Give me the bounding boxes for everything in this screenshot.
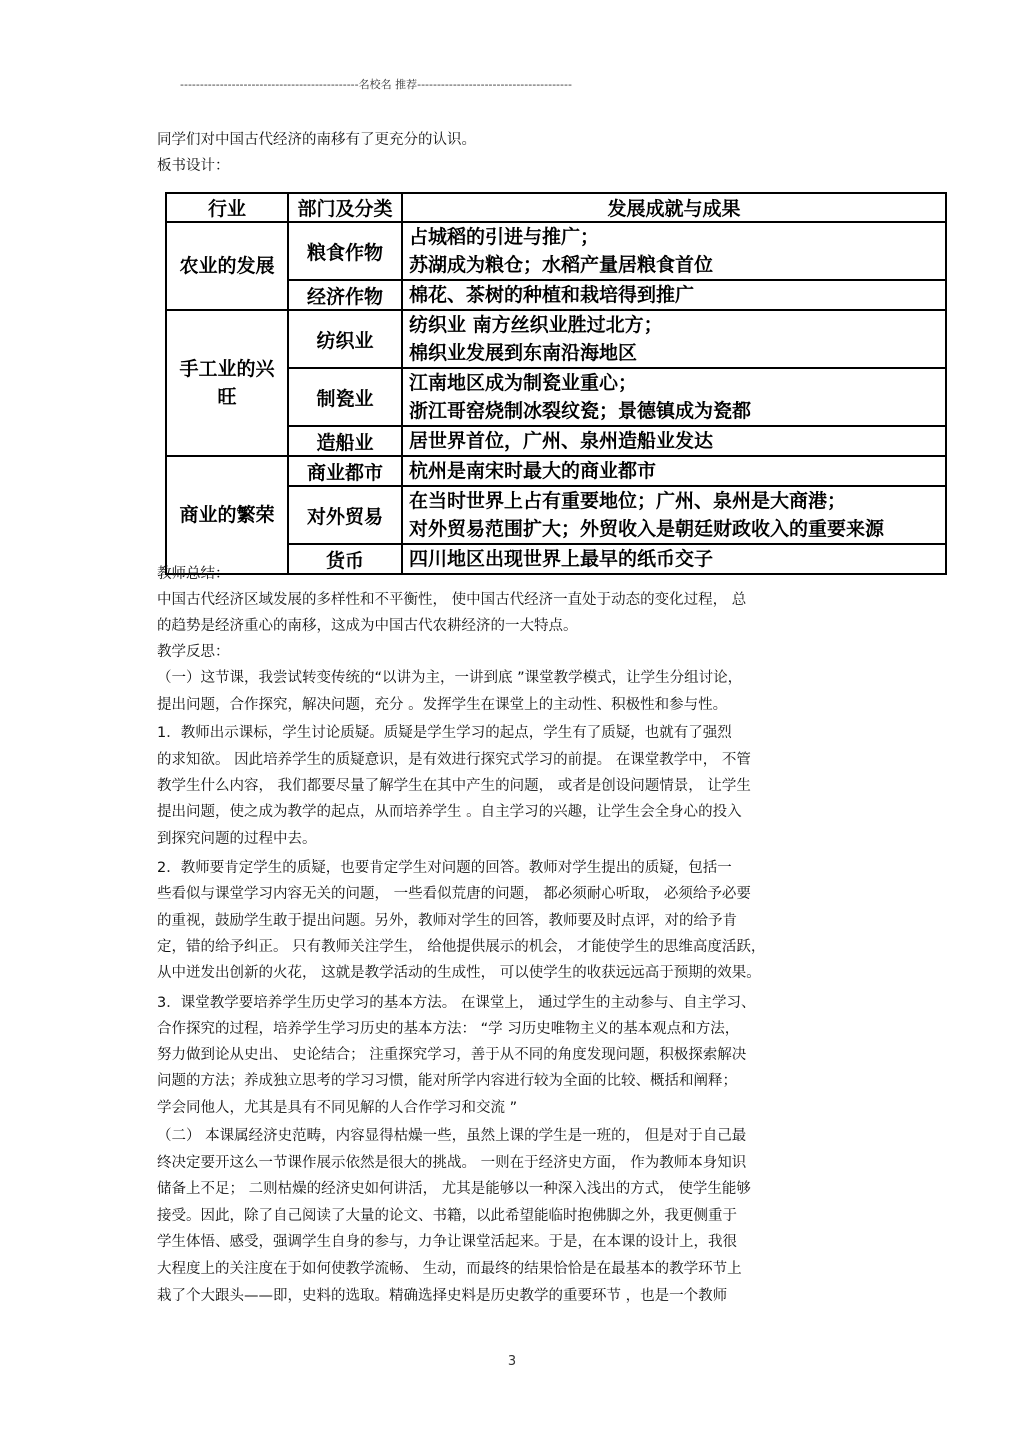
body-line: （二） 本课属经济史范畴，内容显得枯燥一些，虽然上课的学生是一班的， 但是对于自己最 [157, 1128, 747, 1144]
body-line: 教学生什么内容， 我们都要尽量了解学生在其中产生的问题， 或者是创设问题情景， 让学生 [157, 778, 751, 794]
achievement-porcelain: 江南地区成为制瓷业重心； 浙江哥窑烧制冰裂纹瓷；景德镇成为瓷都 [402, 368, 946, 426]
body-line: 大程度上的关注度在于如何使教学流畅、 生动，而最终的结果恰恰是在最基本的教学环节上 [157, 1261, 742, 1277]
category-cash-crops: 经济作物 [288, 280, 402, 310]
body-line: 中国古代经济区域发展的多样性和不平衡性， 使中国古代经济一直处于动态的变化过程， 总 [157, 592, 747, 608]
industry-agriculture: 农业的发展 [166, 222, 288, 310]
table-row [166, 310, 946, 368]
body-line: 2．教师要肯定学生的质疑，也要肯定学生对问题的回答。教师对学生提出的质疑，包括一 [157, 860, 732, 876]
body-line: 栽了个大跟头——即，史料的选取。精确选择史料是历史教学的重要环节 ，也是一个教师 [157, 1288, 728, 1304]
body-line: 从中迸发出创新的火花， 这就是教学活动的生成性， 可以使学生的收获远远高于预期的效果。 [157, 965, 761, 981]
body-line: 合作探究的过程，培养学生学习历史的基本方法： “学 习历史唯物主义的基本观点和方法， [157, 1021, 740, 1037]
achievement-grain: 占城稻的引进与推广； 苏湖成为粮仓；水稻产量居粮食首位 [402, 222, 946, 280]
body-line: 些看似与课堂学习内容无关的问题， 一些看似荒唐的问题， 都必须耐心听取， 必须给予必要 [157, 886, 751, 902]
body-line: 教师总结： [157, 566, 230, 582]
achievement-currency: 四川地区出现世界上最早的纸币交子 [402, 544, 946, 574]
achievement-foreign-trade: 在当时世界上占有重要地位；广州、泉州是大商港； 对外贸易范围扩大；外贸收入是朝廷财政收入的重要来源 [402, 486, 946, 544]
category-commercial-city: 商业都市 [288, 456, 402, 486]
achievement-textile: 纺织业 南方丝织业胜过北方； 棉织业发展到东南沿海地区 [402, 310, 946, 368]
body-line: 接受。因此，除了自己阅读了大量的论文、书籍，以此希望能临时抱佛脚之外，我更侧重于 [157, 1208, 737, 1224]
body-line: 的趋势是经济重心的南移，这成为中国古代农耕经济的一大特点。 [157, 618, 578, 634]
table-row [166, 456, 946, 486]
body-line: 终决定要开这么一节课作展示依然是很大的挑战。 一则在于经济史方面， 作为教师本身知识 [157, 1155, 747, 1171]
category-grain: 粮食作物 [288, 222, 402, 280]
body-line: 提出问题，使之成为教学的起点，从而培养学生 。自主学习的兴趣，让学生会全身心的投入 [157, 804, 742, 820]
board-design-label: 板书设计： [157, 158, 230, 174]
body-line: 的求知欲。 因此培养学生的质疑意识，是有效进行探究式学习的前提。 在课堂教学中， 不管 [157, 752, 751, 768]
body-line: （一）这节课，我尝试转变传统的“以讲为主，一讲到底 ”课堂教学模式，让学生分组讨论， [157, 670, 743, 686]
body-line: 教学反思： [157, 644, 230, 660]
body-line: 储备上不足； 二则枯燥的经济史如何讲活， 尤其是能够以一种深入浅出的方式， 使学生能够 [157, 1181, 751, 1197]
achievement-cash-crops: 棉花、茶树的种植和栽培得到推广 [402, 280, 946, 310]
header-industry: 行业 [166, 193, 288, 222]
industry-handicraft: 手工业的兴旺 [166, 310, 288, 456]
body-line: 定，错的给予纠正。 只有教师关注学生， 给他提供展示的机会， 才能使学生的思维高度活跃， [157, 939, 766, 955]
board-design-table [165, 192, 947, 575]
body-line: 提出问题，合作探究，解决问题，充分 。发挥学生在课堂上的主动性、积极性和参与性。 [157, 697, 728, 713]
body-line: 1．教师出示课标，学生讨论质疑。质疑是学生学习的起点，学生有了质疑，也就有了强烈 [157, 725, 732, 741]
category-porcelain: 制瓷业 [288, 368, 402, 426]
category-textile: 纺织业 [288, 310, 402, 368]
body-line: 的重视，鼓励学生敢于提出问题。另外，教师对学生的回答，教师要及时点评，对的给予肯 [157, 913, 737, 929]
body-line: 努力做到论从史出、 史论结合； 注重探究学习，善于从不同的角度发现问题，积极探索解决 [157, 1047, 747, 1063]
intro-line: 同学们对中国古代经济的南移有了更充分的认识。 [157, 132, 476, 148]
achievement-commercial-city: 杭州是南宋时最大的商业都市 [402, 456, 946, 486]
table-header-row [166, 193, 946, 222]
category-foreign-trade: 对外贸易 [288, 486, 402, 544]
body-line: 学会同他人，尤其是具有不同见解的人合作学习和交流 ” [157, 1100, 518, 1116]
achievement-shipbuilding: 居世界首位，广州、泉州造船业发达 [402, 426, 946, 456]
header-category: 部门及分类 [288, 193, 402, 222]
body-line: 学生体悟、感受，强调学生自身的参与，力争让课堂活起来。于是，在本课的设计上，我很 [157, 1234, 737, 1250]
page-header: ---------------------------------------------名校名 推荐--------------------------------------- [180, 78, 572, 91]
body-line: 到探究问题的过程中去。 [157, 831, 317, 847]
table-row [166, 222, 946, 280]
body-line: 问题的方法；养成独立思考的学习习惯，能对所学内容进行较为全面的比较、概括和阐释； [157, 1073, 737, 1089]
industry-commerce: 商业的繁荣 [166, 456, 288, 574]
body-line: 3．课堂教学要培养学生历史学习的基本方法。 在课堂上， 通过学生的主动参与、自主学习、 [157, 995, 756, 1011]
category-shipbuilding: 造船业 [288, 426, 402, 456]
category-currency: 货币 [288, 544, 402, 574]
page-number: 3 [507, 1354, 517, 1369]
header-achievements: 发展成就与成果 [402, 193, 946, 222]
